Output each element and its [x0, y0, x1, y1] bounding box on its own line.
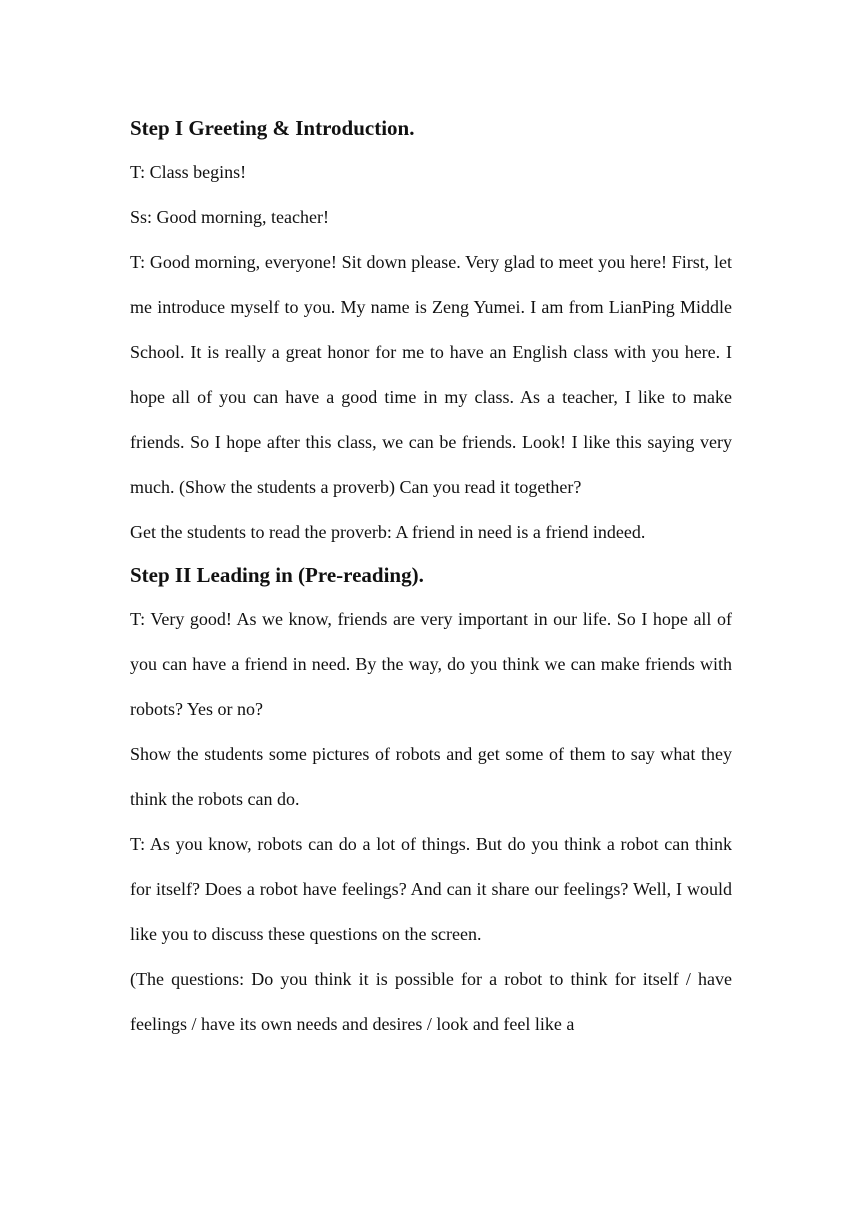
dialogue-paragraph-introduction: T: Good morning, everyone! Sit down please. Very glad to meet you here! First, let me introduce myself to you. My name is Zeng Yumei. I am from LianPing Middle School. It is really a great honor for me to have an English class with you here. I hope all of you can have a good time in my class. As a teacher, I like to make friends. So I hope after this class, we can be friends. Look! I like this saying very much. (Show the students a proverb) Can you read it together?	[130, 252, 732, 497]
section-heading-step-2: Step II Leading in (Pre-reading).	[130, 563, 424, 587]
dialogue-paragraph-friends: T: Very good! As we know, friends are very important in our life. So I hope all of you can have a friend in need. By the way, do you think we can make friends with robots? Yes or no?	[130, 609, 732, 719]
dialogue-paragraph-robot-questions: T: As you know, robots can do a lot of things. But do you think a robot can think for itself? Does a robot have feelings? And can it share our feelings? Well, I would like you to discuss these questions on the screen.	[130, 834, 732, 944]
instruction-line-proverb: Get the students to read the proverb: A friend in need is a friend indeed.	[130, 522, 646, 542]
document-page	[130, 112, 732, 1047]
dialogue-line-class-begins: T: Class begins!	[130, 162, 247, 182]
questions-paragraph: (The questions: Do you think it is possible for a robot to think for itself / have feelings / have its own needs and desires / look and feel like a	[130, 969, 732, 1034]
section-heading-step-1: Step I Greeting & Introduction.	[130, 116, 415, 140]
dialogue-line-good-morning: Ss: Good morning, teacher!	[130, 207, 329, 227]
instruction-paragraph-robot-pictures: Show the students some pictures of robots and get some of them to say what they think the robots can do.	[130, 744, 732, 809]
